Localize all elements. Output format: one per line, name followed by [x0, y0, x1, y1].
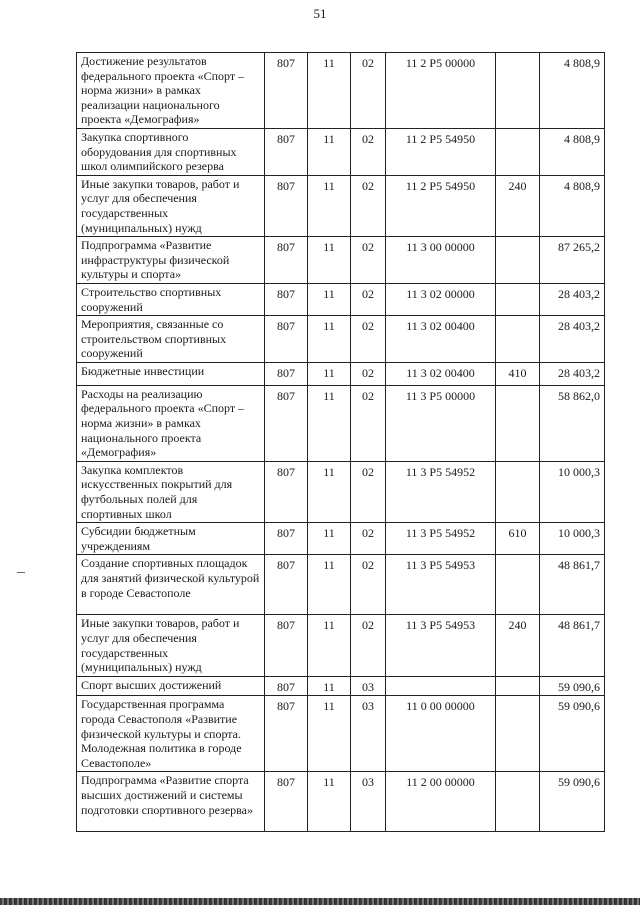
cell-sum: 48 861,7 [540, 555, 605, 615]
cell-vr [496, 53, 540, 129]
cell-name: Строительство спортивных сооружений [77, 283, 265, 315]
cell-vr [496, 461, 540, 522]
cell-vr [496, 128, 540, 175]
cell-ved: 807 [265, 385, 308, 461]
cell-rz: 11 [308, 283, 351, 315]
cell-csr: 11 3 00 00000 [386, 237, 496, 284]
cell-pr: 02 [351, 237, 386, 284]
table-row [77, 772, 605, 832]
cell-pr: 02 [351, 385, 386, 461]
cell-vr [496, 385, 540, 461]
cell-vr [496, 316, 540, 363]
cell-pr: 02 [351, 461, 386, 522]
cell-csr: 11 3 P5 54952 [386, 461, 496, 522]
table-row [77, 362, 605, 385]
cell-pr: 03 [351, 676, 386, 696]
table-row [77, 615, 605, 676]
cell-sum: 4 808,9 [540, 175, 605, 236]
cell-pr: 03 [351, 696, 386, 772]
cell-vr: 410 [496, 362, 540, 385]
cell-ved: 807 [265, 676, 308, 696]
cell-name: Бюджетные инвестиции [77, 362, 265, 385]
cell-vr: 240 [496, 615, 540, 676]
table-row [77, 523, 605, 555]
cell-rz: 11 [308, 175, 351, 236]
table-row [77, 461, 605, 522]
cell-rz: 11 [308, 772, 351, 832]
table-row [77, 237, 605, 284]
cell-csr: 11 3 02 00400 [386, 316, 496, 363]
cell-csr: 11 3 P5 54953 [386, 615, 496, 676]
cell-csr: 11 3 02 00000 [386, 283, 496, 315]
cell-vr [496, 676, 540, 696]
cell-rz: 11 [308, 385, 351, 461]
cell-ved: 807 [265, 615, 308, 676]
scan-edge-band [0, 898, 640, 905]
cell-ved: 807 [265, 53, 308, 129]
cell-ved: 807 [265, 283, 308, 315]
cell-vr: 240 [496, 175, 540, 236]
cell-pr: 02 [351, 523, 386, 555]
table-row [77, 175, 605, 236]
cell-ved: 807 [265, 523, 308, 555]
cell-rz: 11 [308, 696, 351, 772]
cell-csr: 11 3 02 00400 [386, 362, 496, 385]
cell-sum: 10 000,3 [540, 461, 605, 522]
cell-sum: 28 403,2 [540, 283, 605, 315]
cell-ved: 807 [265, 555, 308, 615]
cell-sum: 58 862,0 [540, 385, 605, 461]
cell-sum: 28 403,2 [540, 362, 605, 385]
cell-csr: 11 0 00 00000 [386, 696, 496, 772]
cell-ved: 807 [265, 175, 308, 236]
cell-rz: 11 [308, 615, 351, 676]
cell-name: Государственная программа города Севастополя «Развитие физической культуры и спорта. Молодежная политика в городе Севастополе» [77, 696, 265, 772]
cell-name: Мероприятия, связанные со строительством спортивных сооружений [77, 316, 265, 363]
cell-vr [496, 696, 540, 772]
cell-sum: 59 090,6 [540, 676, 605, 696]
cell-sum: 48 861,7 [540, 615, 605, 676]
cell-ved: 807 [265, 237, 308, 284]
cell-vr: 610 [496, 523, 540, 555]
cell-name: Достижение результатов федерального проекта «Спорт – норма жизни» в рамках реализации национального проекта «Демография» [77, 53, 265, 129]
cell-vr [496, 283, 540, 315]
cell-name: Подпрограмма «Развитие спорта высших достижений и системы подготовки спортивного резерва» [77, 772, 265, 832]
cell-rz: 11 [308, 676, 351, 696]
cell-pr: 02 [351, 283, 386, 315]
cell-ved: 807 [265, 362, 308, 385]
scan-speck [17, 572, 25, 573]
cell-sum: 4 808,9 [540, 128, 605, 175]
cell-sum: 87 265,2 [540, 237, 605, 284]
cell-name: Создание спортивных площадок для занятий физической культурой в городе Севастополе [77, 555, 265, 615]
cell-pr: 02 [351, 316, 386, 363]
cell-csr [386, 676, 496, 696]
cell-name: Иные закупки товаров, работ и услуг для обеспечения государственных (муниципальных) нужд [77, 615, 265, 676]
cell-pr: 02 [351, 53, 386, 129]
cell-vr [496, 237, 540, 284]
budget-table [76, 52, 605, 832]
table-row [77, 385, 605, 461]
cell-csr: 11 3 P5 54952 [386, 523, 496, 555]
cell-sum: 59 090,6 [540, 696, 605, 772]
cell-csr: 11 3 P5 00000 [386, 385, 496, 461]
cell-sum: 4 808,9 [540, 53, 605, 129]
page-number: 51 [313, 6, 327, 21]
cell-rz: 11 [308, 316, 351, 363]
cell-csr: 11 2 P5 54950 [386, 175, 496, 236]
table-row [77, 316, 605, 363]
cell-rz: 11 [308, 555, 351, 615]
cell-sum: 59 090,6 [540, 772, 605, 832]
cell-pr: 02 [351, 175, 386, 236]
cell-sum: 10 000,3 [540, 523, 605, 555]
cell-vr [496, 555, 540, 615]
cell-csr: 11 2 P5 54950 [386, 128, 496, 175]
table-row [77, 128, 605, 175]
table-row [77, 696, 605, 772]
cell-pr: 02 [351, 362, 386, 385]
table-row [77, 555, 605, 615]
table-row [77, 283, 605, 315]
cell-ved: 807 [265, 461, 308, 522]
cell-pr: 02 [351, 615, 386, 676]
cell-ved: 807 [265, 316, 308, 363]
cell-pr: 02 [351, 128, 386, 175]
cell-pr: 03 [351, 772, 386, 832]
cell-csr: 11 2 P5 00000 [386, 53, 496, 129]
table-row [77, 53, 605, 129]
cell-name: Субсидии бюджетным учреждениям [77, 523, 265, 555]
cell-csr: 11 2 00 00000 [386, 772, 496, 832]
cell-csr: 11 3 P5 54953 [386, 555, 496, 615]
cell-rz: 11 [308, 523, 351, 555]
cell-ved: 807 [265, 696, 308, 772]
cell-ved: 807 [265, 772, 308, 832]
cell-rz: 11 [308, 53, 351, 129]
cell-vr [496, 772, 540, 832]
table-body [77, 53, 605, 832]
table-row [77, 676, 605, 696]
cell-rz: 11 [308, 237, 351, 284]
cell-name: Иные закупки товаров, работ и услуг для обеспечения государственных (муниципальных) нужд [77, 175, 265, 236]
cell-rz: 11 [308, 461, 351, 522]
cell-name: Подпрограмма «Развитие инфраструктуры физической культуры и спорта» [77, 237, 265, 284]
cell-ved: 807 [265, 128, 308, 175]
cell-pr: 02 [351, 555, 386, 615]
cell-rz: 11 [308, 128, 351, 175]
cell-sum: 28 403,2 [540, 316, 605, 363]
cell-name: Закупка комплектов искусственных покрытий для футбольных полей для спортивных школ [77, 461, 265, 522]
cell-rz: 11 [308, 362, 351, 385]
cell-name: Спорт высших достижений [77, 676, 265, 696]
cell-name: Расходы на реализацию федерального проекта «Спорт – норма жизни» в рамках национального проекта «Демография» [77, 385, 265, 461]
cell-name: Закупка спортивного оборудования для спортивных школ олимпийского резерва [77, 128, 265, 175]
